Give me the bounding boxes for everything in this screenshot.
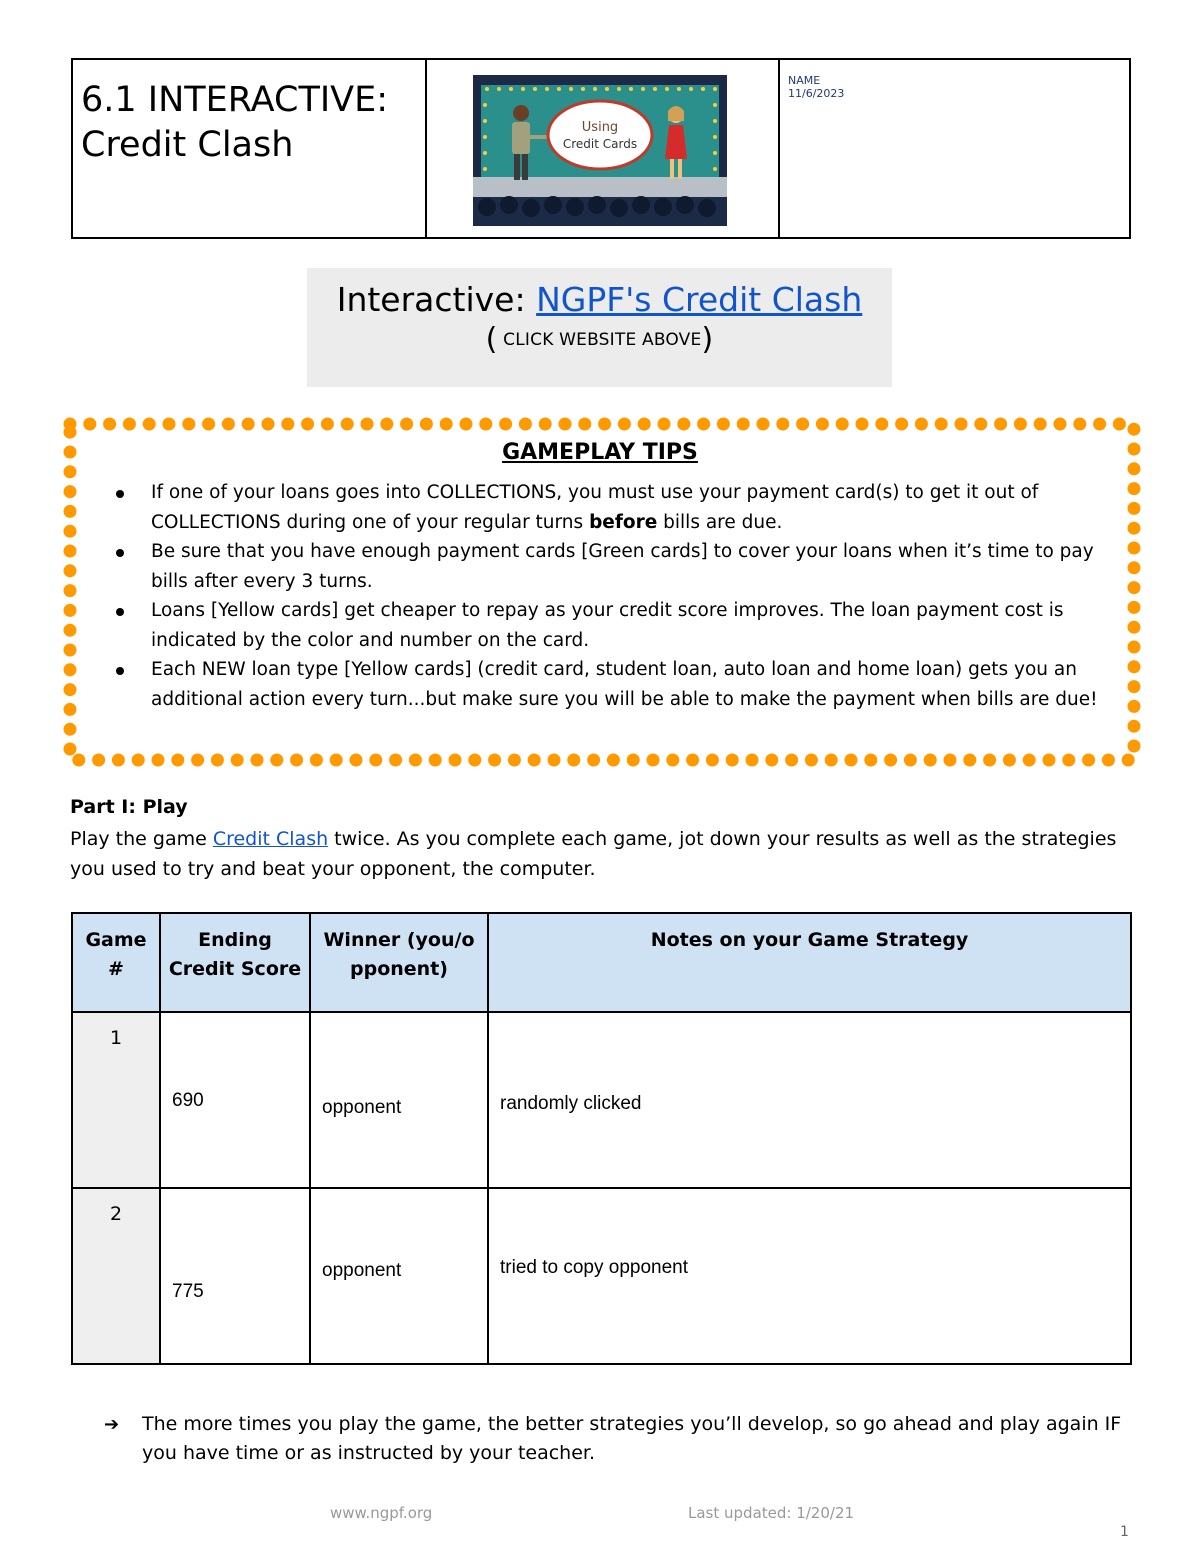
click-instruction	[307, 322, 892, 357]
page-title-line-1: 6.1 INTERACTIVE:	[81, 80, 389, 120]
header-game-number: Game #	[72, 913, 160, 1012]
winner-cell[interactable]: opponent	[310, 1188, 488, 1364]
illustration-text-line-2: Credit Cards	[562, 137, 638, 151]
table-header-row	[72, 913, 1131, 1012]
footer-url: www.ngpf.org	[330, 1504, 433, 1522]
image-cell	[427, 60, 780, 237]
table-row	[72, 1012, 1131, 1188]
date-value: 11/6/2023	[788, 87, 845, 100]
tip-item: Be sure that you have enough payment cards [Green cards] to cover your loans when it’s time to pay bills after every 3 turns.	[113, 537, 1118, 596]
name-cell	[780, 60, 1129, 237]
page-title-line-2: Credit Clash	[81, 125, 294, 165]
header-winner: Winner (you/opponent)	[310, 913, 488, 1012]
header-ending-credit-score: Ending Credit Score	[160, 913, 310, 1012]
click-text: CLICK WEBSITE ABOVE	[497, 330, 702, 350]
notes-cell[interactable]: randomly clicked	[488, 1012, 1131, 1188]
game-number-cell: 2	[72, 1188, 160, 1364]
name-label: NAME	[788, 74, 821, 87]
interactive-prefix: Interactive:	[336, 280, 537, 319]
game-results-table	[71, 912, 1132, 1365]
play-again-note	[104, 1410, 1162, 1468]
open-paren: (	[485, 322, 498, 357]
play-again-text: The more times you play the game, the better strategies you’ll develop, so go ahead and play again IF you have time or as instructed by your teacher.	[142, 1413, 1122, 1464]
header-notes: Notes on your Game Strategy	[488, 913, 1131, 1012]
tip-item: Loans [Yellow cards] get cheaper to repay as your credit score improves. The loan payment cost is indicated by the color and number on the card.	[113, 596, 1118, 655]
interactive-link-box	[307, 268, 892, 387]
credit-score-cell[interactable]: 775	[160, 1188, 310, 1364]
gameplay-tips-list	[113, 478, 1118, 714]
close-paren: )	[701, 322, 714, 357]
header-table	[71, 58, 1131, 239]
part-1-description: Play the game Credit Clash twice. As you complete each game, jot down your results as well as the strategies you used to try and beat your opponent, the computer.	[70, 828, 1117, 880]
tip-item: Each NEW loan type [Yellow cards] (credit card, student loan, auto loan and home loan) gets you an additional action every turn...but make sure you will be able to make the payment when bills are due!	[113, 655, 1118, 714]
page-number: 1	[1120, 1524, 1129, 1540]
credit-clash-inline-link[interactable]: Credit Clash	[212, 828, 329, 850]
arrow-icon: ➔	[104, 1414, 120, 1435]
illustration-text-line-1: Using	[581, 120, 619, 135]
title-cell	[73, 60, 427, 237]
part-1-title: Part I: Play	[70, 796, 188, 818]
notes-cell[interactable]: tried to copy opponent	[488, 1188, 1131, 1364]
credit-score-cell[interactable]: 690	[160, 1012, 310, 1188]
tip-item: If one of your loans goes into COLLECTIONS, you must use your payment card(s) to get it out of COLLECTIONS during one of your regular turns before bills are due.	[113, 478, 1118, 537]
credit-clash-link[interactable]: NGPF's Credit Clash	[536, 280, 863, 319]
table-row	[72, 1188, 1131, 1364]
interactive-line	[307, 280, 892, 320]
gameplay-tips-title: GAMEPLAY TIPS	[502, 440, 698, 465]
credit-cards-illustration	[473, 75, 727, 226]
game-number-cell: 1	[72, 1012, 160, 1188]
footer-last-updated: Last updated: 1/20/21	[688, 1504, 855, 1522]
winner-cell[interactable]: opponent	[310, 1012, 488, 1188]
